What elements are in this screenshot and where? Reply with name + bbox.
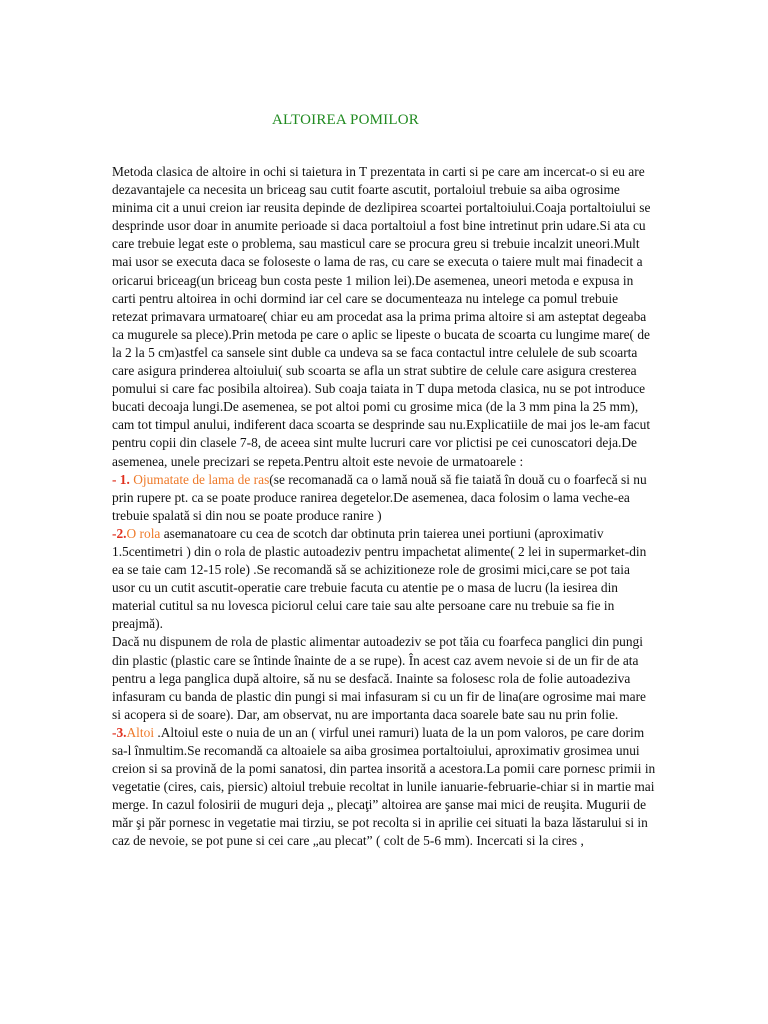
item-3-number: -3. — [112, 724, 127, 740]
item-2-number: -2. — [112, 525, 127, 541]
item-1-number: - 1. — [112, 471, 130, 487]
list-item-2 — [112, 525, 656, 634]
item-2-name: O rola — [126, 525, 161, 541]
document-body — [112, 163, 656, 851]
list-item-3 — [112, 724, 656, 851]
item-1-name: Ojumatate de lama de ras — [129, 471, 270, 487]
page-title: ALTOIREA POMILOR — [272, 112, 419, 128]
item-3-name: Altoi — [126, 724, 155, 740]
item-1-text: (se recomanadă ca o lamă nouă să fie taiată în două cu o foarfecă si nu prin rupere pt. ca se poate produce ranirea degetelor.De asemenea, daca folosim o lama veche-ea trebuie spalată si din nou se poate produce ranire ) — [112, 471, 647, 523]
intro-paragraph: Metoda clasica de altoire in ochi si taietura in T prezentata in carti si pe care am incercat-o si eu are dezavantajele ca necesita un briceag sau cutit foarte ascutit, portaloiul trebuie sa aiba ogrosime minima cit a unui creion iar reusita depinde de dezlipirea scoartei portaltoiului.Coaja portaltoiului se desprinde usor doar in anumite perioade si daca portaltoiul a fost bine intretinut prin udare.Si ata cu care trebuie legat este o problema, sau masticul care se procura greu si trebuie incalzit uneori.Mult mai usor se executa daca se foloseste o lama de ras, cu care se executa o taiere mult mai finadecit a oricarui briceag(un briceag bun costa peste 1 milion lei).De asemenea, uneori metoda e expusa in carti pentru altoirea in ochi dormind iar cel care se documenteaza nu intelege ca pomul trebuie retezat primavara urmatoare( chiar eu am procedat asa la prima prima altoire si am asteptat degeaba ca mugurele sa plece).Prin metoda pe care o aplic se lipeste o bucata de scoarta cu lungime mare( de la 2 la 5 cm)astfel ca sansele sint duble ca undeva sa se faca contactul intre celulele de sub scoarta care asigura prinderea altoiului( sub scoarta se afla un strat subtire de celule care asigura cresterea pomului si care fac posibila altoirea). Sub coaja taiata in T dupa metoda clasica, nu se pot introduce bucati decoaja lungi.De asemenea, se pot altoi pomi cu grosime mica (de la 3 mm pina la 25 mm), cam tot timpul anului, indiferent daca scoarta se desprinde sau nu.Explicatiile de mai jos le-am facut pentru copii din clasele 7-8, de aceea sint multe lucruri care vor plictisi pe cei cunoscatori deja.De asemenea, unele precizari se repeta.Pentru altoit este nevoie de urmatoarele : — [112, 164, 651, 469]
list-item-1 — [112, 471, 656, 525]
item-2-note-paragraph: Dacă nu dispunem de rola de plastic alimentar autoadeziv se pot tăia cu foarfeca panglici din pungi din plastic (plastic care se întinde înainte de a se rupe). În acest caz avem nevoie si de un fir de ata pentru a lega panglica după altoire, să nu se desfacă. Inainte sa folosesc rola de folie autoadeziva infasuram cu banda de plastic din pungi si mai infasuram si cu un fir de lina(are ogrosime mai mare si acopera si de soare). Dar, am observat, nu are importanta daca soarele bate sau nu prin folie. — [112, 634, 646, 722]
item-3-text: .Altoiul este o nuia de un an ( virful unei ramuri) luata de la un pom valoros, pe care dorim sa-l înmultim.Se recomandă ca altoaiele sa aiba grosimea portaltoiului, aproximativ grosimea unui creion si sa provină de la pomi sanatosi, din partea insorită a acestora.La pomii care pornesc primii in vegetatie (cires, cais, piersic) altoiul trebuie recoltat in lunile ianuarie-februarie-chiar si in martie mai merge. In cazul folosirii de muguri deja „ plecaţi” altoirea are şanse mai mici de reuşita. Mugurii de măr şi păr pornesc in vegetatie mai tirziu, se pot recolta si in aprilie cei situati la baza lăstarului si in caz de nevoie, se pot pune si cei care „au plecat” ( colt de 5-6 mm). Incercati si la cires , — [112, 724, 656, 849]
item-2-text: asemanatoare cu cea de scotch dar obtinuta prin taierea unei portiuni (aproximativ 1.5centimetri ) din o rola de plastic autoadeziv pentru impachetat alimente( 2 lei in supermarket-din ea se taie cam 12-15 role) .Se recomandă să se achizitioneze role de grosimi mici,care se pot taia usor cu un cutit ascutit-operatie care trebuie facuta cu atentie pe o masa de lucru (la iesirea din material cutitul sa nu lovesca piciorul celui care taie sau alte persoane care nu trebuie sa fie in preajmă). — [112, 525, 647, 632]
